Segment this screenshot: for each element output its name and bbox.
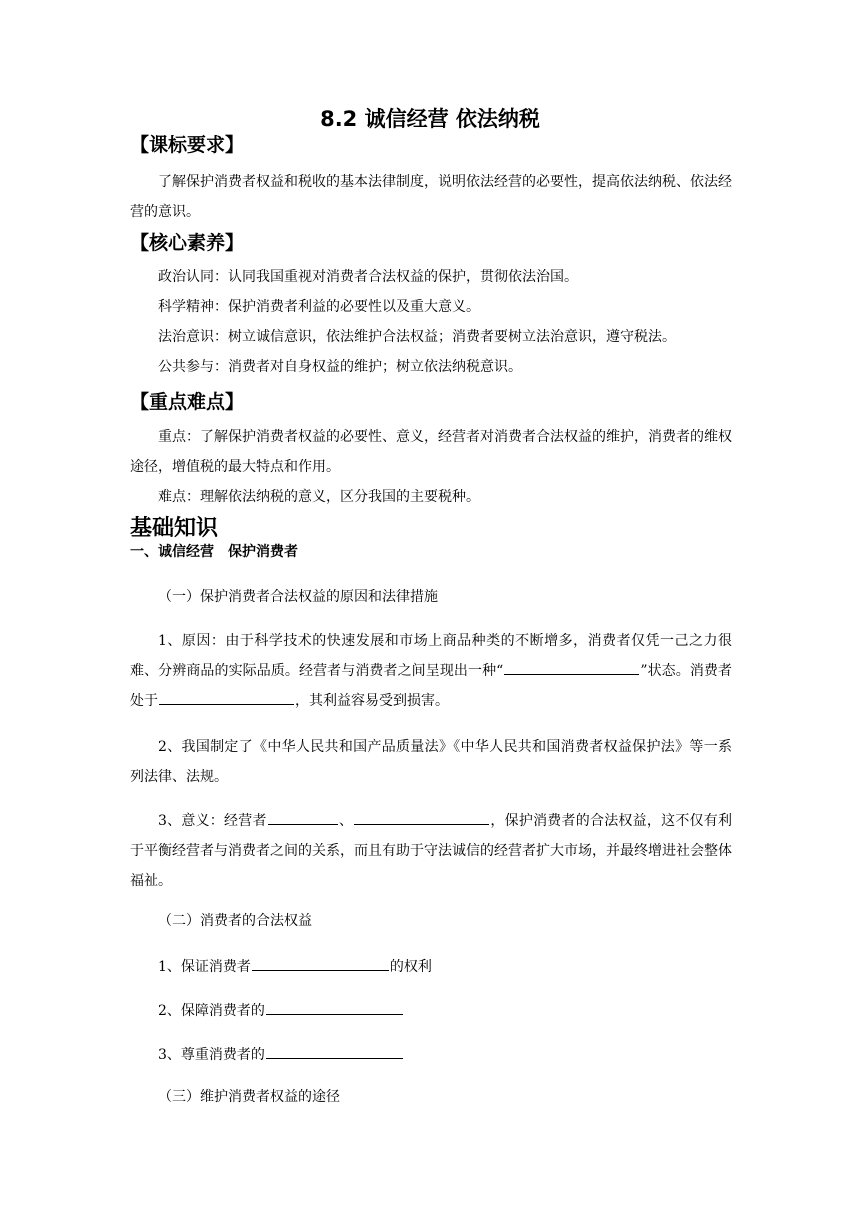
subsection-1-title: （一）保护消费者合法权益的原因和法律措施 <box>158 589 438 605</box>
item1-paragraph <box>130 626 732 716</box>
item2-paragraph: 2、我国制定了《中华人民共和国产品质量法》《中华人民共和国消费者权益保护法》等一系列法律、法规。 <box>130 739 732 785</box>
fill-blank[interactable] <box>252 956 389 971</box>
page-title: 8.2 诚信经营 依法纳税 <box>320 107 540 131</box>
fill-blank[interactable] <box>159 690 294 705</box>
core-literacy-item: 科学精神：保护消费者利益的必要性以及重大意义。 <box>158 299 480 315</box>
item3-text-b: 、 <box>338 813 354 829</box>
item1-text-b: ”状态。消费者处于 <box>130 663 732 709</box>
difficult-points-text: 难点：理解依法纳税的意义，区分我国的主要税种。 <box>158 489 480 505</box>
fill-blank[interactable] <box>268 810 338 825</box>
right-item-2 <box>158 1000 404 1021</box>
core-literacy-heading: 【核心素养】 <box>130 232 245 254</box>
item3-paragraph <box>130 806 732 896</box>
basic-knowledge-heading: 基础知识 <box>130 516 219 541</box>
item3-text-c: ，保护消费者的合法权益，这不仅有利于平衡经营者与消费者之间的关系，而且有助于守法诚信的经营者扩大市场，并最终增进社会整体福祉。 <box>130 813 732 889</box>
fill-blank[interactable] <box>266 1044 403 1059</box>
curriculum-requirements-text: 了解保护消费者权益和税收的基本法律制度，说明依法经营的必要性，提高依法纳税、依法经营的意识。 <box>130 174 732 220</box>
fill-blank[interactable] <box>354 810 489 825</box>
key-points-text: 重点：了解保护消费者权益的必要性、意义，经营者对消费者合法权益的维护，消费者的维权途径，增值税的最大特点和作用。 <box>130 429 732 475</box>
fill-blank[interactable] <box>504 660 639 675</box>
subsection-2-title: （二）消费者的合法权益 <box>158 913 312 929</box>
key-difficult-heading: 【重点难点】 <box>130 391 245 413</box>
core-literacy-item: 政治认同：认同我国重视对消费者合法权益的保护，贯彻依法治国。 <box>158 269 578 285</box>
subsection-3-title: （三）维护消费者权益的途径 <box>158 1089 340 1105</box>
fill-blank[interactable] <box>266 1000 403 1015</box>
right-item-1 <box>158 956 432 977</box>
item1-text-c: ，其利益容易受到损害。 <box>295 693 449 709</box>
curriculum-requirements-heading: 【课标要求】 <box>130 134 245 156</box>
core-literacy-item: 公共参与：消费者对自身权益的维护；树立依法纳税意识。 <box>158 359 522 375</box>
item3-text-a: 3、意义：经营者 <box>158 813 267 829</box>
part1-heading: 一、诚信经营 保护消费者 <box>130 544 298 560</box>
right3-text: 3、尊重消费者的 <box>158 1047 265 1063</box>
right-item-3 <box>158 1044 404 1065</box>
right1-text-b: 的权利 <box>389 959 432 975</box>
core-literacy-item: 法治意识：树立诚信意识，依法维护合法权益；消费者要树立法治意识，遵守税法。 <box>158 329 676 345</box>
item1-text-a: 1、原因：由于科学技术的快速发展和市场上商品种类的不断增多，消费者仅凭一己之力很难、分辨商品的实际品质。经营者与消费者之间呈现出一种“ <box>130 633 732 679</box>
right1-text-a: 1、保证消费者 <box>158 959 251 975</box>
right2-text: 2、保障消费者的 <box>158 1003 265 1019</box>
